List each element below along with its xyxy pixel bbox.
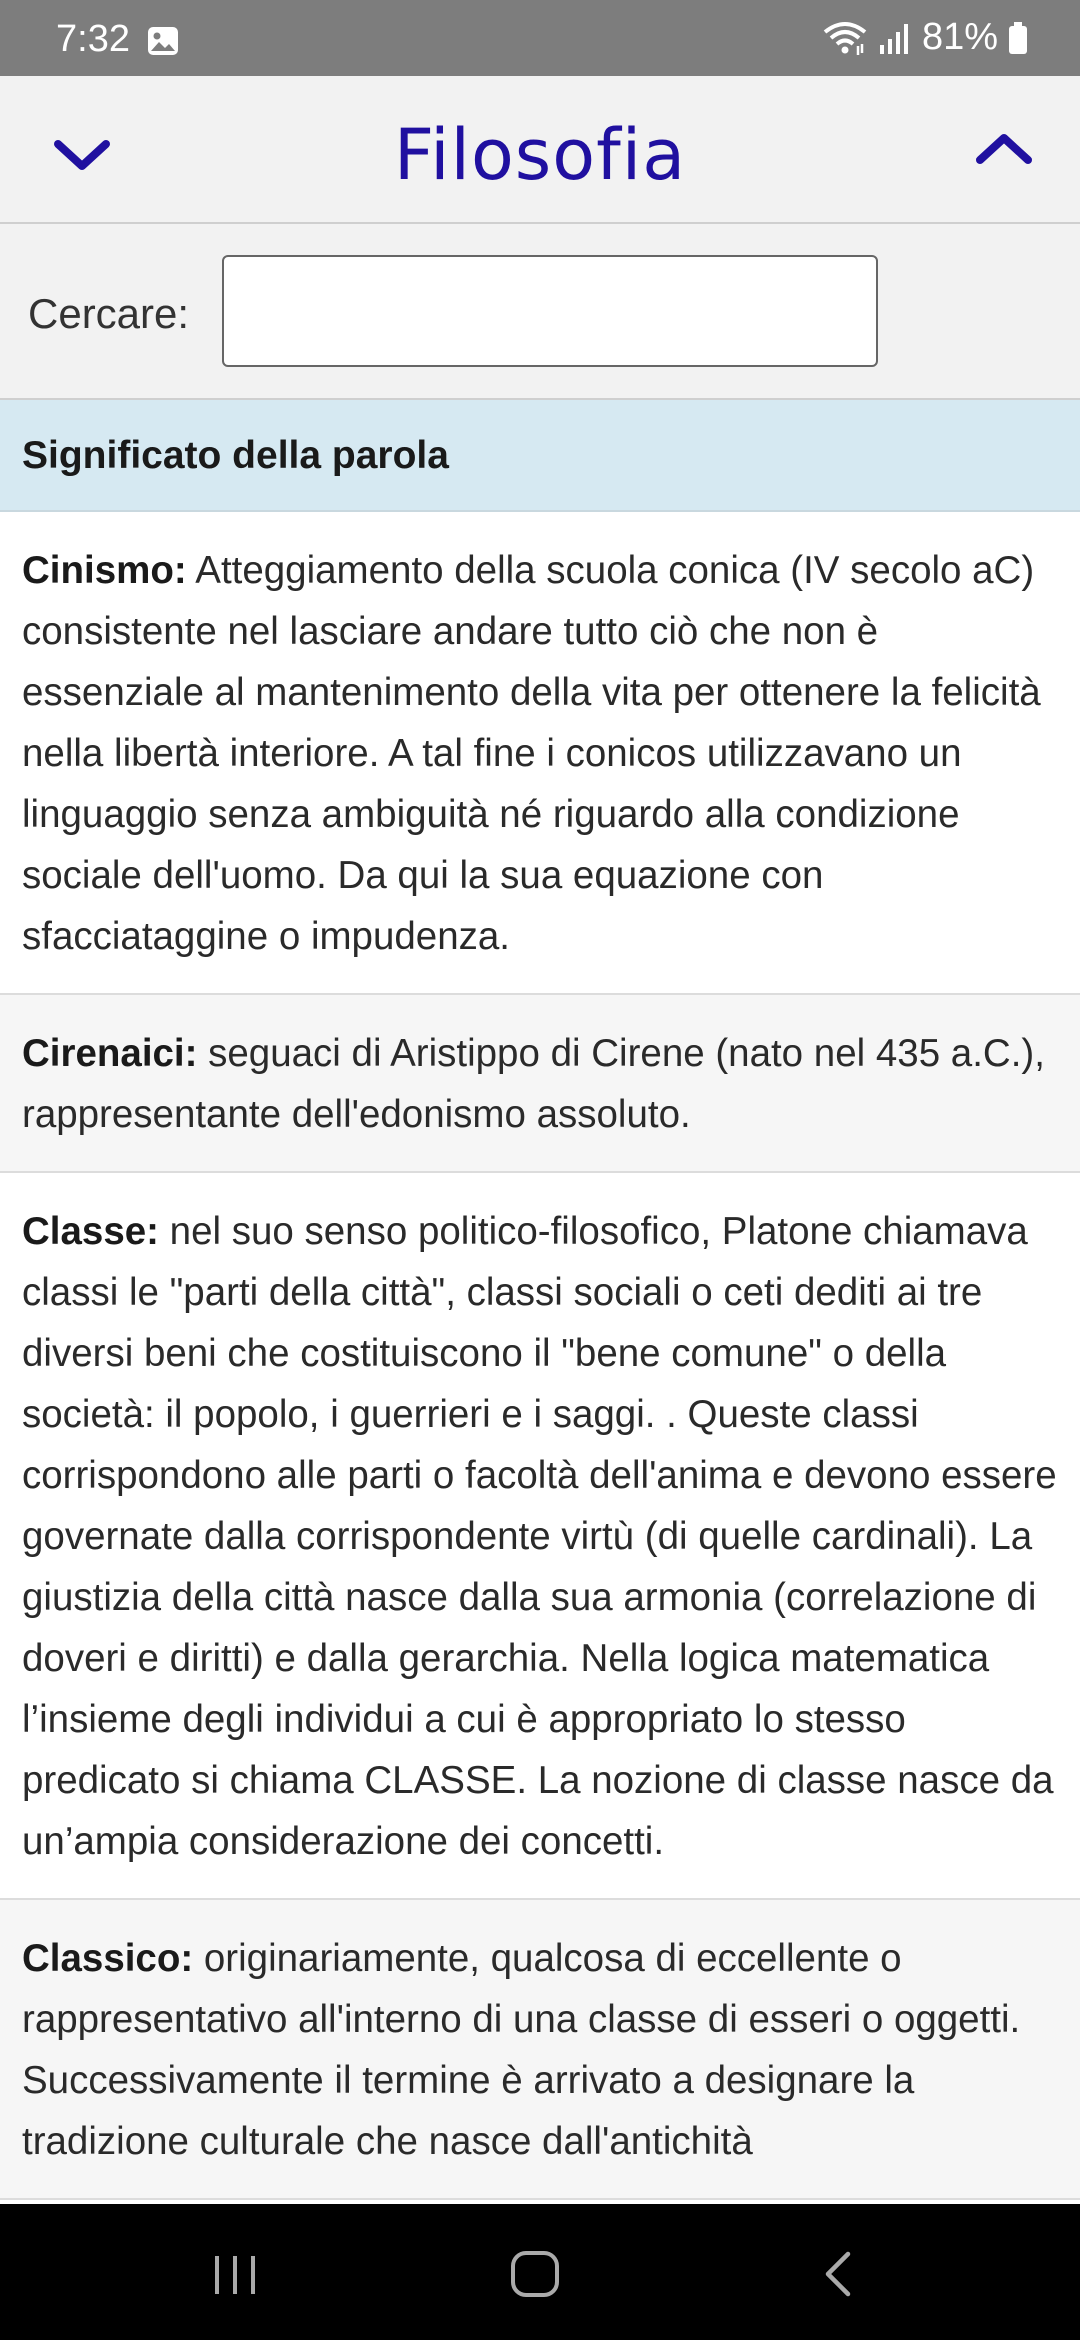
expand-button[interactable] bbox=[964, 120, 1044, 190]
entry-term: Cirenaici: bbox=[22, 1032, 198, 1075]
entry-term: Classico: bbox=[22, 1937, 194, 1980]
entry-definition: Atteggiamento della scuola conica (IV secolo aC) consistente nel lasciare andare tutto ciò che non è essenziale al mantenimento della vita per ottenere la felicità nella libertà interiore. A tal fine i conicos utilizzavano un linguaggio senza ambiguità né riguardo alla condizione sociale dell'uomo. Da qui la sua equazione con sfacciataggine o impudenza. bbox=[22, 549, 1041, 958]
list-item[interactable] bbox=[0, 995, 1080, 1173]
status-time: 7:32 bbox=[56, 18, 130, 60]
battery-percent: 81% bbox=[921, 16, 998, 58]
back-icon[interactable] bbox=[810, 2246, 870, 2302]
list-item[interactable] bbox=[0, 512, 1080, 995]
app-header bbox=[0, 76, 1080, 224]
system-nav-bar bbox=[0, 2204, 1080, 2340]
gallery-icon bbox=[147, 26, 179, 56]
entry-definition: seguaci di Aristippo di Cirene (nato nel 435 a.C.), rappresentante dell'edonismo assoluto. bbox=[22, 1032, 1045, 1136]
battery-icon bbox=[1008, 21, 1028, 55]
list-item[interactable] bbox=[0, 1173, 1080, 1900]
entry-definition: originariamente, qualcosa di eccellente o rappresentativo all'interno di una classe di esseri o oggetti. Successivamente il termine è arrivato a designare la tradizione culturale che nasce dall'antichità bbox=[22, 1937, 1021, 2163]
page-title: Filosofia bbox=[393, 114, 687, 196]
entry-term: Cinismo: bbox=[22, 549, 187, 592]
recents-icon[interactable] bbox=[205, 2246, 265, 2302]
home-icon[interactable] bbox=[505, 2246, 565, 2302]
search-label: Cercare: bbox=[28, 290, 190, 337]
entry-definition: nel suo senso politico-filosofico, Platone chiamava classi le "parti della città", classi sociali o ceti dediti ai tre diversi beni che costituiscono il "bene comune" o della società: il popolo, i guerrieri e i saggi. . Queste classi corrispondono alle parti o facoltà dell'anima e devono essere governate dalla corrispondente virtù (di quelle cardinali). La giustizia della città nasce dalla sua armonia (correlazione di doveri e diritti) e dalla gerarchia. Nella logica matematica l’insieme degli individui a cui è appropriato lo stesso predicato si chiama CLASSE. La nozione di classe nasce da un’ampia considerazione dei concetti. bbox=[22, 1210, 1057, 1863]
chevron-up-icon bbox=[964, 120, 1044, 190]
wifi-icon bbox=[822, 20, 868, 56]
list-item[interactable] bbox=[0, 1900, 1080, 2200]
section-title: Significato della parola bbox=[22, 434, 449, 477]
search-bar bbox=[0, 224, 1080, 400]
section-header bbox=[0, 400, 1080, 512]
status-right bbox=[822, 16, 1028, 59]
definition-list[interactable] bbox=[0, 512, 1080, 2204]
signal-icon bbox=[878, 21, 912, 55]
search-input[interactable] bbox=[222, 255, 878, 367]
entry-term: Classe: bbox=[22, 1210, 159, 1253]
status-bar bbox=[0, 0, 1080, 76]
